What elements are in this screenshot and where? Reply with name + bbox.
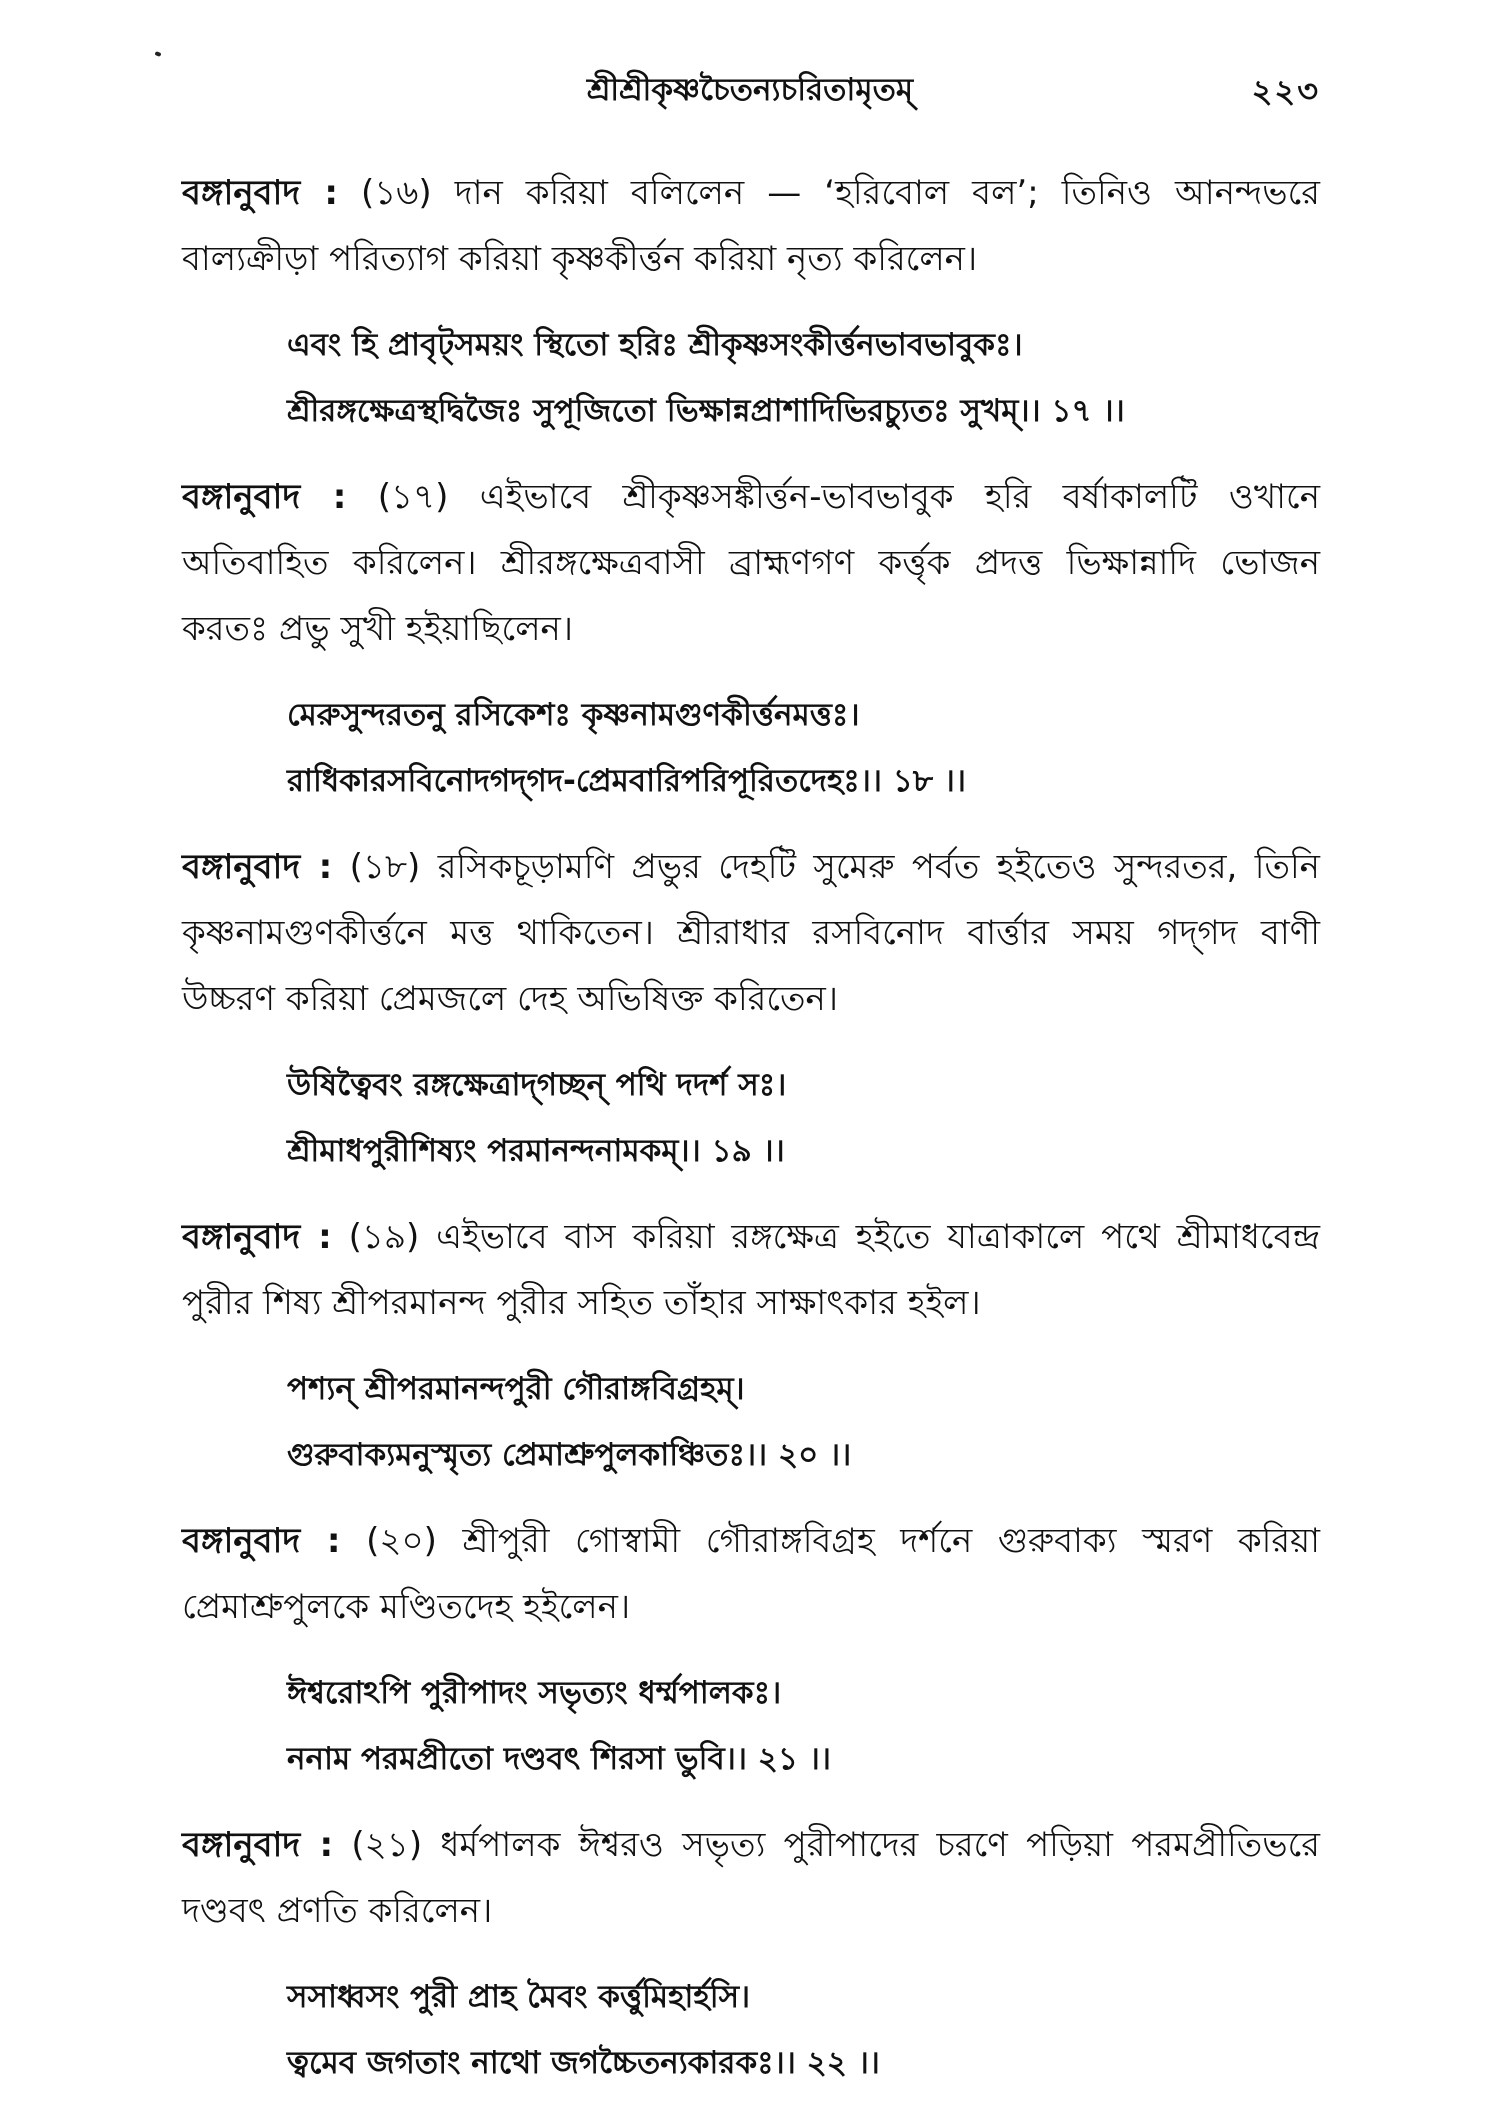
verse-line: শ্রীমাধপুরীশিষ্যং পরমানন্দনামকম্।। ১৯ ।। bbox=[287, 1133, 785, 1169]
sanskrit-verse bbox=[287, 682, 1320, 814]
verse-line: রাধিকারসবিনোদগদ্‌গদ-প্রেমবারিপরিপূরিতদেহঃ।। ১৮ ।। bbox=[287, 763, 966, 799]
translation-text: (১৬) দান করিয়া বলিলেন — ‘হরিবোল বল’; তিনিও আনন্দভরে বাল্যক্রীড়া পরিত্যাগ করিয়া কৃষ্ণকীর্ত্তন করিয়া নৃত্য করিলেন। bbox=[182, 173, 1320, 279]
translation-text: (২১) ধর্মপালক ঈশ্বরও সভৃত্য পুরীপাদের চরণে পড়িয়া পরমপ্রীতিভরে দণ্ডবৎ প্রণতি করিলেন। bbox=[182, 1825, 1320, 1931]
running-title: শ্রীশ্রীকৃষ্ণচৈতন্যচরিতামৃতম্ bbox=[586, 72, 914, 108]
sanskrit-verse bbox=[287, 312, 1320, 444]
translation-label: বঙ্গানুবাদ : bbox=[182, 847, 333, 887]
page-number: ২২৩ bbox=[1251, 72, 1320, 110]
translation-text: (১৭) এইভাবে শ্রীকৃষ্ণসঙ্কীর্ত্তন-ভাবভাবুক হরি বর্ষাকালটি ওখানে অতিবাহিত করিলেন। শ্রীরঙ্গক্ষেত্রবাসী ব্রাহ্মণগণ কর্ত্তৃক প্রদত্ত ভিক্ষান্নাদি ভোজন করতঃ প্রভু সুখী হইয়াছিলেন। bbox=[182, 477, 1320, 649]
translation-paragraph bbox=[182, 1204, 1320, 1336]
verse-line: সসাধ্বসং পুরী প্রাহ মৈবং কর্ত্তুমিহার্হসি। bbox=[287, 1979, 751, 2015]
verse-line: শ্রীরঙ্গক্ষেত্রস্থদ্বিজৈঃ সুপূজিতো ভিক্ষান্নপ্রাশাদিভিরচ্যুতঃ সুখম্।। ১৭ ।। bbox=[287, 393, 1125, 429]
verse-line: ঈশ্বরোঽপি পুরীপাদং সভৃত্যং ধর্ম্মপালকঃ। bbox=[287, 1675, 782, 1711]
verse-line: ননাম পরমপ্রীতো দণ্ডবৎ শিরসা ভুবি।। ২১ ।। bbox=[287, 1741, 831, 1777]
translation-text: (১৯) এইভাবে বাস করিয়া রঙ্গক্ষেত্র হইতে যাত্রাকালে পথে শ্রীমাধবেন্দ্র পুরীর শিষ্য শ্রীপরমানন্দ পুরীর সহিত তাঁহার সাক্ষাৎকার হইল। bbox=[182, 1217, 1320, 1323]
verse-line: উষিত্বৈবং রঙ্গক্ষেত্রাদ্‌গচ্ছন্ পথি দদর্শ সঃ। bbox=[287, 1067, 787, 1103]
sanskrit-verse bbox=[287, 1356, 1320, 1488]
verse-line: মেরুসুন্দরতনু রসিকেশঃ কৃষ্ণনামগুণকীর্ত্তনমত্তঃ। bbox=[287, 697, 860, 733]
translation-paragraph bbox=[182, 834, 1320, 1032]
translation-paragraph bbox=[182, 160, 1320, 292]
sanskrit-verse bbox=[287, 1660, 1320, 1792]
verse-line: গুরুবাক্যমনুস্মৃত্য প্রেমাশ্রুপুলকাঞ্চিতঃ।। ২০ ।। bbox=[287, 1437, 852, 1473]
page-body bbox=[182, 160, 1320, 2116]
stray-ink-mark bbox=[154, 51, 161, 57]
sanskrit-verse bbox=[287, 1964, 1320, 2096]
translation-paragraph bbox=[182, 1508, 1320, 1640]
translation-label: বঙ্গানুবাদ : bbox=[182, 173, 338, 213]
translation-label: বঙ্গানুবাদ : bbox=[182, 1217, 332, 1257]
verse-line: পশ্যন্ শ্রীপরমানন্দপুরী গৌরাঙ্গবিগ্রহম্। bbox=[287, 1371, 745, 1407]
translation-paragraph bbox=[182, 464, 1320, 662]
translation-label: বঙ্গানুবাদ : bbox=[182, 477, 347, 517]
page-header bbox=[180, 66, 1320, 114]
translation-label: বঙ্গানুবাদ : bbox=[182, 1825, 334, 1865]
translation-text: (২০) শ্রীপুরী গোস্বামী গৌরাঙ্গবিগ্রহ দর্শনে গুরুবাক্য স্মরণ করিয়া প্রেমাশ্রুপুলকে মণ্ডিতদেহ হইলেন। bbox=[182, 1521, 1320, 1627]
translation-paragraph bbox=[182, 1812, 1320, 1944]
sanskrit-verse bbox=[287, 1052, 1320, 1184]
translation-label: বঙ্গানুবাদ : bbox=[182, 1521, 341, 1561]
verse-line: ত্বমেব জগতাং নাথো জগচ্চৈতন্যকারকঃ।। ২২ ।। bbox=[287, 2045, 880, 2081]
verse-line: এবং হি প্রাবৃট্‌সময়ং স্থিতো হরিঃ শ্রীকৃষ্ণসংকীর্ত্তনভাবভাবুকঃ। bbox=[287, 327, 1023, 363]
translation-text: (১৮) রসিকচূড়ামণি প্রভুর দেহটি সুমেরু পর্বত হইতেও সুন্দরতর, তিনি কৃষ্ণনামগুণকীর্ত্তনে মত্ত থাকিতেন। শ্রীরাধার রসবিনোদ বার্ত্তার সময় গদ্‌গদ বাণী উচ্চরণ করিয়া প্রেমজলে দেহ অভিষিক্ত করিতেন। bbox=[182, 847, 1320, 1019]
